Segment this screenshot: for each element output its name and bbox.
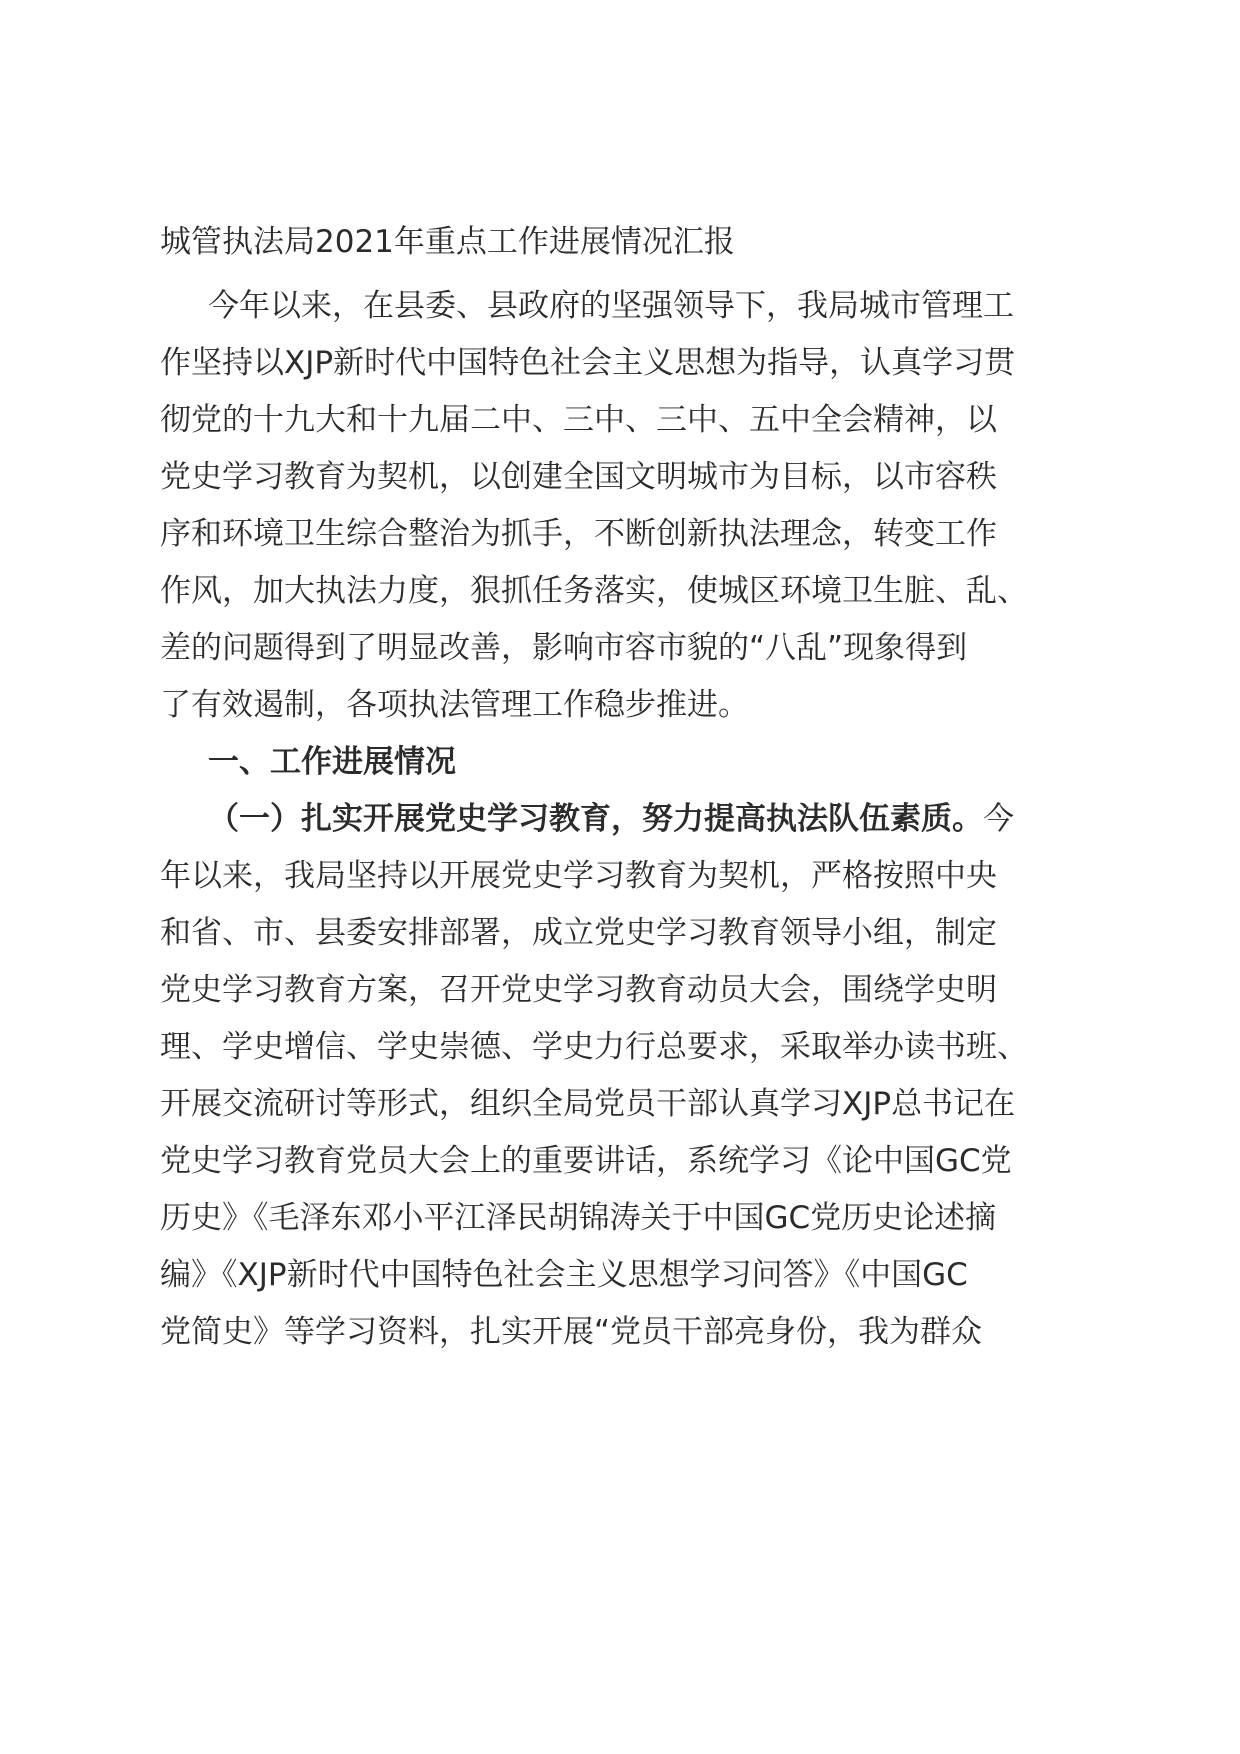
intro-line: 差的问题得到了明显改善，影响市容市貌的“八乱”现象得到 [160, 630, 968, 666]
intro-line: 彻党的十九大和十九届二中、三中、三中、五中全会精神，以 [160, 402, 997, 438]
subsection-line: 党史学习教育方案，召开党史学习教育动员大会，围绕学史明 [160, 972, 997, 1008]
subsection-line: 和省、市、县委安排部署，成立党史学习教育领导小组，制定 [160, 915, 997, 951]
intro-line: 作风，加大执法力度，狠抓任务落实，使城区环境卫生脏、乱、 [160, 573, 1028, 609]
intro-line: 党史学习教育为契机，以创建全国文明城市为目标，以市容秩 [160, 459, 997, 495]
subsection-line: 编》《XJP新时代中国特色社会主义思想学习问答》《中国GC [160, 1257, 968, 1293]
subsection-line: 历史》《毛泽东邓小平江泽民胡锦涛关于中国GC党历史论述摘 [160, 1200, 997, 1236]
subsection-line: 党简史》等学习资料，扎实开展“党员干部亮身份，我为群众 [160, 1314, 983, 1350]
subsection-heading: （一）扎实开展党史学习教育，努力提高执法队伍素质。 [208, 801, 983, 837]
subsection-line: 开展交流研讨等形式，组织全局党员干部认真学习XJP总书记在 [160, 1086, 1016, 1122]
document-title: 城管执法局2021年重点工作进展情况汇报 [160, 224, 735, 260]
intro-line: 序和环境卫生综合整治为抓手，不断创新执法理念，转变工作 [160, 516, 997, 552]
subsection-line: 年以来，我局坚持以开展党史学习教育为契机，严格按照中央 [160, 858, 997, 894]
subsection-first-line [208, 799, 1014, 839]
intro-line: 今年以来，在县委、县政府的坚强领导下，我局城市管理工 [208, 288, 1014, 324]
subsection-line: 党史学习教育党员大会上的重要讲话，系统学习《论中国GC党 [160, 1143, 1012, 1179]
subsection-text: 今 [983, 801, 1014, 837]
subsection-line: 理、学史增信、学史崇德、学史力行总要求，采取举办读书班、 [160, 1029, 1028, 1065]
intro-line: 了有效遏制，各项执法管理工作稳步推进。 [160, 687, 749, 723]
intro-line: 作坚持以XJP新时代中国特色社会主义思想为指导，认真学习贯 [160, 345, 1016, 381]
section-heading: 一、工作进展情况 [208, 744, 456, 780]
